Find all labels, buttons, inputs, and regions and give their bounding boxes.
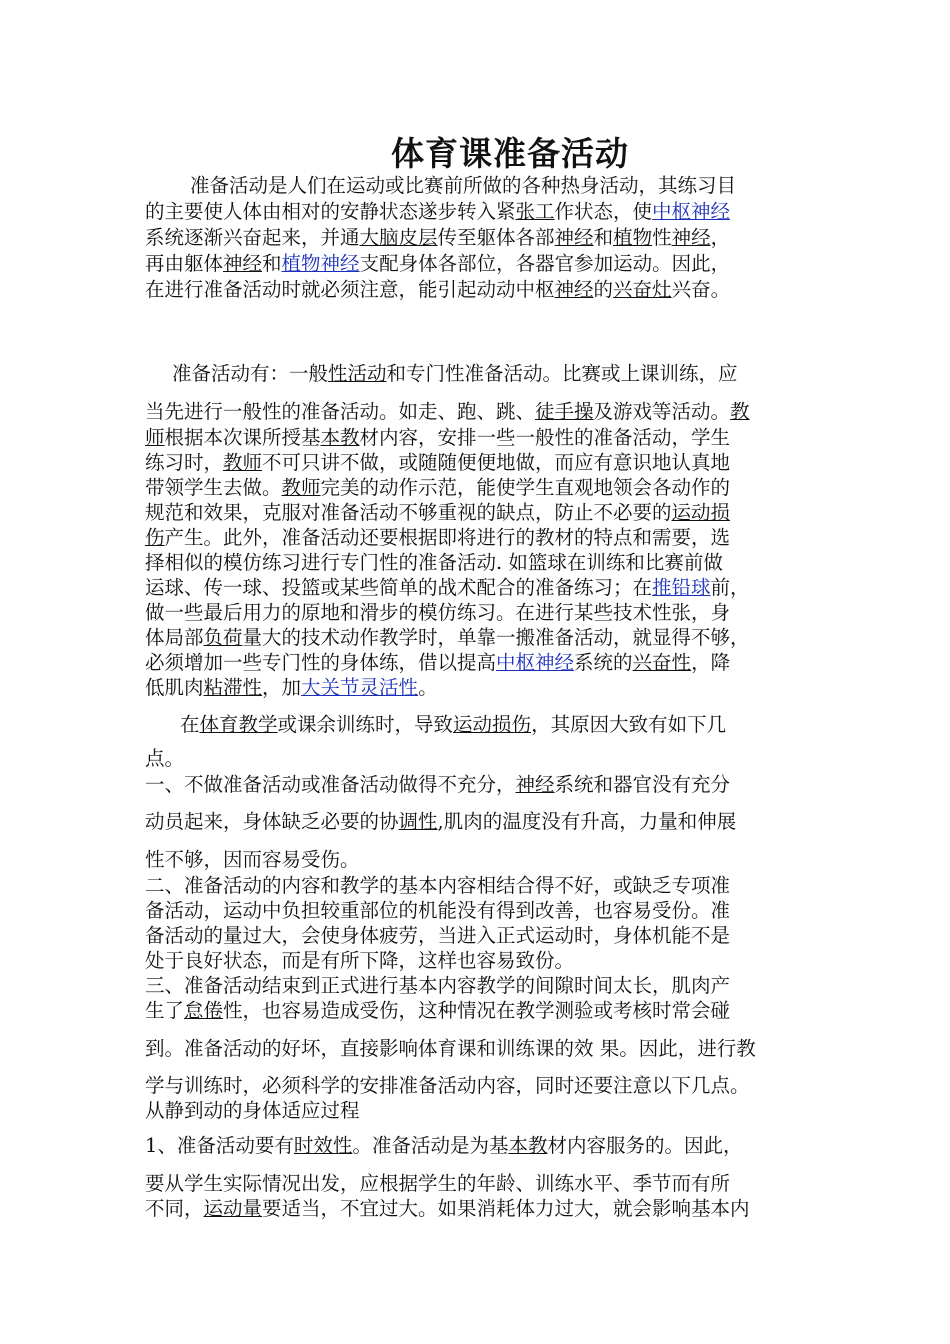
text-line — [145, 923, 730, 949]
text-line — [145, 973, 730, 999]
text-run: 量大的技术动作教学时，单靠一搬准备活动，就显得不够， — [242, 626, 750, 649]
text-run: 系统的 — [574, 651, 633, 674]
text-run: 动员起来，身体缺乏必要的协 — [145, 810, 399, 833]
underlined-term: 本教 — [508, 1134, 548, 1157]
text-run: 的 — [593, 278, 614, 301]
text-run: 传至躯体各部 — [437, 226, 555, 249]
text-run: 三、准备活动结束到正式进行基本内容教学的间隙时间太长，肌肉产 — [145, 974, 731, 997]
underlined-term: 伤 — [145, 526, 165, 549]
text-line — [145, 1036, 756, 1062]
text-line — [190, 173, 736, 199]
text-line — [145, 550, 723, 576]
text-line — [172, 361, 738, 387]
text-run: 支配身体各部位，各器官参加运动。因此， — [359, 252, 731, 275]
text-line — [145, 475, 730, 501]
text-run: 产生。此外，准备活动还要根据即将进行的教材的特点和需要，选 — [164, 526, 731, 549]
text-run: 二、准备活动的内容和教学的基本内容相结合得不好，或缺乏专项准 — [145, 874, 731, 897]
underlined-term: 教师 — [223, 451, 263, 474]
text-line — [145, 1171, 730, 1197]
text-run: 材内容服务的。因此， — [547, 1134, 743, 1157]
text-run: 运球、传一球、投篮或某些简单的战术配合的准备练习；在 — [145, 576, 653, 599]
text-line — [145, 199, 730, 225]
text-run: 择相似的模仿练习进行专门性的准备活动. 如篮球在训练和比赛前做 — [145, 551, 723, 574]
underlined-term: 神经 — [554, 278, 594, 301]
text-run: 和专门性准备活动。比赛或上课训练，应 — [386, 362, 738, 385]
hyperlink[interactable]: 中枢神经 — [652, 200, 731, 223]
underlined-term: 神经 — [671, 226, 711, 249]
text-run: 性 — [652, 226, 672, 249]
text-run: 带领学生去做。 — [145, 476, 282, 499]
underlined-term: 性活动 — [328, 362, 387, 385]
text-run: ，其原因大致有如下几 — [531, 713, 727, 736]
hyperlink[interactable]: 中枢神经 — [496, 651, 575, 674]
text-run: 的主要使人体由相对的安静状态遂步转入紧 — [145, 200, 516, 223]
text-run: 完美的动作示范，能使学生直观地领会各动作的 — [320, 476, 731, 499]
text-run: 和 — [262, 252, 282, 275]
text-run: 不同， — [145, 1197, 204, 1220]
text-run: 要适当，不宜过大。如果消耗体力过大，就会影响基本内 — [262, 1197, 750, 1220]
text-line — [145, 575, 750, 601]
text-run: 低肌肉 — [145, 676, 204, 699]
text-line — [145, 625, 750, 651]
text-run: 。准备活动是为基 — [352, 1134, 509, 1157]
text-line — [145, 425, 730, 451]
text-run: 必须增加一些专门性的身体练，借以提高 — [145, 651, 497, 674]
text-line — [145, 225, 730, 251]
text-run: 点。 — [145, 747, 185, 770]
text-line — [145, 675, 438, 701]
text-run: 作状态，使 — [554, 200, 653, 223]
text-run: 根据本次课所授基 — [164, 426, 321, 449]
text-run: 兴奋。 — [671, 278, 731, 301]
text-run: 生了 — [145, 999, 185, 1022]
text-line — [145, 898, 730, 924]
text-line — [145, 809, 736, 835]
underlined-term: 调性 — [398, 810, 438, 833]
text-run: 不可只讲不做，或随随便便地做，而应有意识地认真地 — [262, 451, 731, 474]
underlined-term: 时效性 — [293, 1134, 353, 1157]
text-line — [145, 251, 730, 277]
underlined-term: 神经 — [515, 773, 555, 796]
hyperlink[interactable]: 推铅球 — [652, 576, 711, 599]
text-run: 处于良好状态，而是有所下降，这样也容易致份。 — [145, 949, 575, 972]
text-line — [145, 948, 574, 974]
text-run: 前， — [710, 576, 750, 599]
text-line — [145, 772, 730, 798]
text-line — [145, 1073, 750, 1099]
text-run: 在进行准备活动时就必须注意，能引起动动中枢 — [145, 278, 555, 301]
text-line — [145, 650, 730, 676]
underlined-term: 运动损伤 — [453, 713, 532, 736]
text-run: 性不够，因而容易受伤。 — [145, 848, 360, 871]
underlined-term: 负荷 — [203, 626, 243, 649]
hyperlink[interactable]: 植物神经 — [281, 252, 360, 275]
text-run: 要从学生实际情况出发，应根据学生的年龄、训练水平、季节而有所 — [145, 1172, 731, 1195]
text-line — [145, 1133, 742, 1159]
text-run: 系统和器官没有充分 — [554, 773, 731, 796]
text-run: 准备活动有：一般 — [172, 362, 329, 385]
underlined-term: 大脑皮层 — [359, 226, 438, 249]
text-run: 及游戏等活动。 — [593, 400, 731, 423]
text-run: 做一些最后用力的原地和滑步的模仿练习。在进行某些技术性张，身 — [145, 601, 731, 624]
underlined-term: 体育教学 — [199, 713, 278, 736]
text-run: 材内容，安排一些一般性的准备活动，学生 — [359, 426, 731, 449]
text-run: 从静到动的身体适应过程 — [145, 1099, 360, 1122]
text-line — [145, 998, 730, 1024]
text-run: ，加 — [262, 676, 302, 699]
text-line — [180, 712, 726, 738]
text-run: 体局部 — [145, 626, 204, 649]
text-line — [145, 277, 730, 303]
text-run: 再由躯体 — [145, 252, 224, 275]
text-run: 学与训练时，必须科学的安排准备活动内容，同时还要注意以下几点。 — [145, 1074, 750, 1097]
underlined-term: 怠倦 — [184, 999, 224, 1022]
text-run: 备活动的量过大，会使身体疲劳，当进入正式运动时，身体机能不是 — [145, 924, 731, 947]
text-run: 练习时， — [145, 451, 224, 474]
text-line — [145, 600, 730, 626]
text-run: 规范和效果，克服对准备活动不够重视的缺点，防止不必要的 — [145, 501, 672, 524]
text-run: 。 — [418, 676, 438, 699]
text-run: 1、准备活动要有 — [145, 1134, 294, 1157]
text-line — [145, 399, 750, 425]
text-run: 或课余训练时，导致 — [277, 713, 454, 736]
text-run: 准备活动是人们在运动或比赛前所做的各种热身活动，其练习目 — [190, 174, 737, 197]
underlined-term: 神经 — [223, 252, 263, 275]
text-run: ,肌肉的温度没有升高，力量和伸展 — [437, 810, 737, 833]
text-run: 当先进行一般性的准备活动。如走、跑、跳、 — [145, 400, 536, 423]
text-run: 和 — [593, 226, 614, 249]
text-line — [145, 1098, 360, 1124]
text-run: ， — [710, 226, 731, 249]
underlined-term: 植物 — [613, 226, 653, 249]
text-run: 在 — [180, 713, 200, 736]
underlined-term: 教 — [730, 400, 750, 423]
text-line — [145, 450, 730, 476]
underlined-term: 师 — [145, 426, 165, 449]
text-run: 一、不做准备活动或准备活动做得不充分， — [145, 773, 516, 796]
underlined-term: 教师 — [281, 476, 321, 499]
underlined-term: 兴奋性 — [632, 651, 692, 674]
text-line — [145, 847, 360, 873]
underlined-term: 运动损 — [671, 501, 731, 524]
text-run: 系统逐渐兴奋起来，并通 — [145, 226, 360, 249]
text-run: 性，也容易造成受伤，这种情况在教学测验或考核时常会碰 — [223, 999, 731, 1022]
underlined-term: 本教 — [320, 426, 360, 449]
text-line — [145, 746, 184, 772]
text-line — [145, 873, 730, 899]
underlined-term: 神经 — [554, 226, 594, 249]
text-line — [145, 525, 730, 551]
text-line — [145, 1196, 750, 1222]
text-run: ，降 — [691, 651, 731, 674]
hyperlink[interactable]: 大关节灵活性 — [301, 676, 419, 699]
underlined-term: 粘滞性 — [203, 676, 263, 699]
underlined-term: 张工 — [515, 200, 555, 223]
text-run: 备活动，运动中负担较重部位的机能没有得到改善，也容易受份。准 — [145, 899, 731, 922]
underlined-term: 徒手操 — [535, 400, 594, 423]
text-run: 到。准备活动的好坏，直接影响体育课和训练课的效 果。因此，进行教 — [145, 1037, 756, 1060]
text-line — [145, 500, 730, 526]
underlined-term: 兴奋灶 — [613, 278, 672, 301]
page-title: 体育课准备活动 — [391, 134, 629, 173]
underlined-term: 运动量 — [203, 1197, 263, 1220]
